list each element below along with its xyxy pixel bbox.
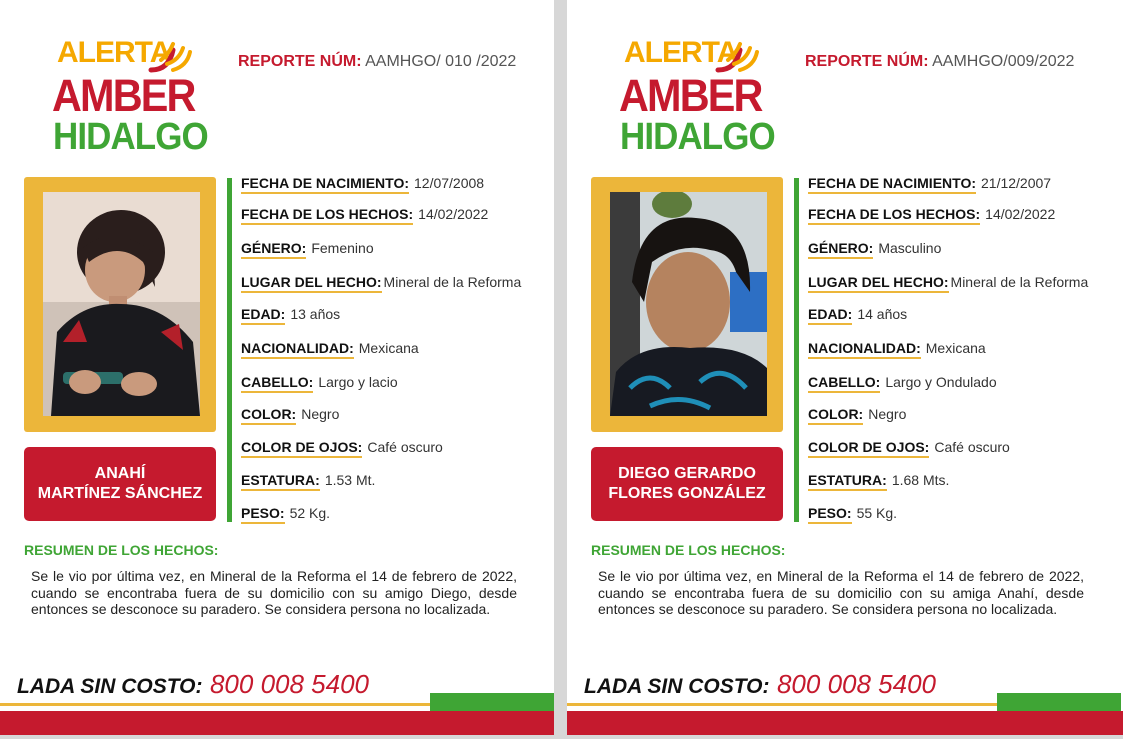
- alerta-amber-logo: [52, 36, 208, 158]
- divider-bar: [227, 178, 232, 522]
- name-line-2: FLORES GONZÁLEZ: [608, 485, 766, 502]
- field-color: [241, 406, 339, 425]
- logo-line-amber: AMBER: [52, 70, 195, 121]
- label-age: EDAD:: [808, 306, 852, 325]
- photo-frame: [591, 177, 783, 432]
- photo-frame: [24, 177, 216, 432]
- field-place: [241, 274, 521, 293]
- toll-free-label: LADA SIN COSTO:: [17, 675, 203, 698]
- field-hair: [808, 374, 997, 393]
- report-value: AAMHGO/ 010 /2022: [365, 53, 517, 70]
- value-nationality: Mexicana: [358, 340, 419, 356]
- footer-stripe-green: [997, 693, 1121, 711]
- field-event-date: [808, 206, 1055, 225]
- label-eyes: COLOR DE OJOS:: [808, 439, 929, 458]
- label-height: ESTATURA:: [241, 472, 320, 491]
- toll-free-line: [17, 669, 369, 700]
- label-weight: PESO:: [808, 505, 852, 524]
- label-event-date: FECHA DE LOS HECHOS:: [808, 206, 980, 225]
- field-weight: [241, 505, 330, 524]
- missing-person-photo: [43, 192, 200, 416]
- value-eyes: Café oscuro: [367, 439, 443, 455]
- value-eyes: Café oscuro: [934, 439, 1010, 455]
- value-color: Negro: [301, 406, 340, 422]
- toll-free-line: [584, 669, 936, 700]
- name-line-1: ANAHÍ: [94, 465, 146, 482]
- field-event-date: [241, 206, 488, 225]
- value-gender: Femenino: [311, 240, 374, 256]
- summary-text: Se le vio por última vez, en Mineral de la Reforma el 14 de febrero de 2022, cuando se encontraba fuera de su domicilio con su amigo Diego, desde entonces se desconoce su paradero. Se considera persona no localizada.: [31, 568, 517, 617]
- label-gender: GÉNERO:: [241, 240, 306, 259]
- field-height: [808, 472, 949, 491]
- field-eyes: [241, 439, 443, 458]
- value-age: 13 años: [290, 306, 341, 322]
- report-label: REPORTE NÚM:: [238, 53, 362, 70]
- footer-stripe-red: [0, 711, 554, 735]
- value-birth: 12/07/2008: [414, 175, 485, 191]
- value-place: Mineral de la Reforma: [950, 274, 1089, 290]
- logo-line-alerta: ALERTA: [57, 36, 171, 69]
- label-color: COLOR:: [808, 406, 863, 425]
- value-gender: Masculino: [878, 240, 942, 256]
- field-gender: [241, 240, 374, 259]
- field-birth: [808, 175, 1051, 194]
- field-height: [241, 472, 375, 491]
- label-place: LUGAR DEL HECHO:: [808, 274, 949, 293]
- report-number: [238, 53, 516, 71]
- field-place: [808, 274, 1088, 293]
- value-weight: 55 Kg.: [856, 505, 898, 521]
- label-birth: FECHA DE NACIMIENTO:: [808, 175, 976, 194]
- field-birth: [241, 175, 484, 194]
- field-nationality: [808, 340, 986, 359]
- footer-stripe-yellow: [567, 703, 997, 706]
- report-number: [805, 53, 1074, 71]
- label-event-date: FECHA DE LOS HECHOS:: [241, 206, 413, 225]
- field-nationality: [241, 340, 419, 359]
- toll-free-number[interactable]: 800 008 5400: [209, 669, 370, 699]
- report-value: AAMHGO/009/2022: [932, 53, 1075, 70]
- value-height: 1.53 Mt.: [324, 472, 376, 488]
- toll-free-label: LADA SIN COSTO:: [584, 675, 770, 698]
- field-color: [808, 406, 906, 425]
- label-eyes: COLOR DE OJOS:: [241, 439, 362, 458]
- value-weight: 52 Kg.: [289, 505, 331, 521]
- footer-stripe-yellow: [0, 703, 430, 706]
- missing-person-photo: [610, 192, 767, 416]
- label-nationality: NACIONALIDAD:: [808, 340, 921, 359]
- field-age: [241, 306, 340, 325]
- alert-card-diego: [567, 0, 1123, 735]
- label-weight: PESO:: [241, 505, 285, 524]
- field-eyes: [808, 439, 1010, 458]
- person-name-box: [591, 447, 783, 521]
- value-color: Negro: [868, 406, 907, 422]
- summary-title: RESUMEN DE LOS HECHOS:: [24, 542, 219, 558]
- label-age: EDAD:: [241, 306, 285, 325]
- logo-line-amber: AMBER: [619, 70, 762, 121]
- person-name-box: [24, 447, 216, 521]
- toll-free-number[interactable]: 800 008 5400: [776, 669, 937, 699]
- logo-line-hidalgo: HIDALGO: [620, 116, 775, 158]
- label-place: LUGAR DEL HECHO:: [241, 274, 382, 293]
- summary-title: RESUMEN DE LOS HECHOS:: [591, 542, 786, 558]
- alerta-amber-logo: [619, 36, 775, 158]
- name-line-1: DIEGO GERARDO: [618, 465, 756, 482]
- value-event-date: 14/02/2022: [418, 206, 489, 222]
- value-birth: 21/12/2007: [981, 175, 1052, 191]
- label-color: COLOR:: [241, 406, 296, 425]
- siren-waves-icon: [147, 36, 192, 84]
- value-event-date: 14/02/2022: [985, 206, 1056, 222]
- value-hair: Largo y lacio: [318, 374, 398, 390]
- label-gender: GÉNERO:: [808, 240, 873, 259]
- label-height: ESTATURA:: [808, 472, 887, 491]
- footer-stripe-green: [430, 693, 554, 711]
- label-hair: CABELLO:: [808, 374, 880, 393]
- label-birth: FECHA DE NACIMIENTO:: [241, 175, 409, 194]
- field-weight: [808, 505, 897, 524]
- field-age: [808, 306, 907, 325]
- value-nationality: Mexicana: [925, 340, 986, 356]
- footer-stripe-red: [567, 711, 1123, 735]
- name-line-2: MARTÍNEZ SÁNCHEZ: [37, 485, 203, 502]
- report-label: REPORTE NÚM:: [805, 53, 929, 70]
- field-hair: [241, 374, 398, 393]
- field-gender: [808, 240, 941, 259]
- value-place: Mineral de la Reforma: [383, 274, 522, 290]
- label-nationality: NACIONALIDAD:: [241, 340, 354, 359]
- summary-text: Se le vio por última vez, en Mineral de la Reforma el 14 de febrero de 2022, cuando se encontraba fuera de su domicilio con su amiga Anahí, desde entonces se desconoce su paradero. Se considera persona no localizada.: [598, 568, 1084, 617]
- value-age: 14 años: [857, 306, 908, 322]
- siren-waves-icon: [714, 36, 759, 84]
- alert-card-anahi: [0, 0, 554, 735]
- value-height: 1.68 Mts.: [891, 472, 950, 488]
- logo-line-alerta: ALERTA: [624, 36, 738, 69]
- label-hair: CABELLO:: [241, 374, 313, 393]
- divider-bar: [794, 178, 799, 522]
- logo-line-hidalgo: HIDALGO: [53, 116, 208, 158]
- value-hair: Largo y Ondulado: [885, 374, 997, 390]
